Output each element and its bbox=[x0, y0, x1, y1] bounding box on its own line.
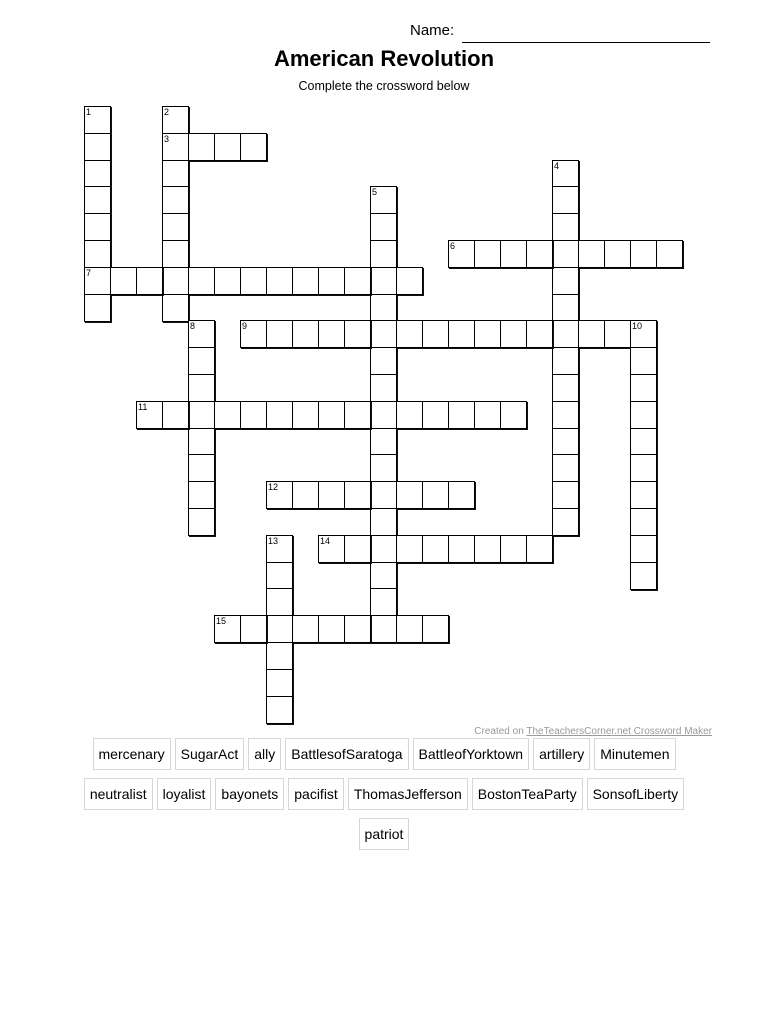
grid-cell[interactable] bbox=[318, 401, 345, 429]
grid-cell[interactable] bbox=[552, 481, 579, 509]
grid-cell[interactable] bbox=[448, 240, 475, 268]
grid-cell[interactable] bbox=[552, 508, 579, 536]
grid-cell[interactable] bbox=[370, 186, 397, 214]
grid-cell[interactable] bbox=[84, 133, 111, 161]
word-bank-item: Minutemen bbox=[594, 738, 675, 770]
grid-cell[interactable] bbox=[240, 615, 267, 643]
grid-cell[interactable] bbox=[266, 481, 293, 509]
grid-cell[interactable] bbox=[630, 508, 657, 536]
grid-cell[interactable] bbox=[344, 401, 371, 429]
grid-cell[interactable] bbox=[500, 401, 527, 429]
grid-cell[interactable] bbox=[630, 240, 657, 268]
grid-cell[interactable] bbox=[344, 535, 371, 563]
grid-cell[interactable] bbox=[240, 401, 267, 429]
clue-number: 7 bbox=[86, 267, 92, 278]
grid-cell[interactable] bbox=[188, 320, 215, 348]
grid-cell[interactable] bbox=[370, 374, 397, 402]
grid-cell[interactable] bbox=[84, 294, 111, 322]
name-label: Name: bbox=[410, 22, 455, 39]
clue-number: 13 bbox=[268, 535, 279, 546]
word-bank-item: pacifist bbox=[288, 778, 344, 810]
grid-cell[interactable] bbox=[214, 615, 241, 643]
grid-cell[interactable] bbox=[396, 535, 423, 563]
clue-number: 11 bbox=[138, 401, 148, 412]
word-bank-item: SonsofLiberty bbox=[587, 778, 685, 810]
word-bank bbox=[50, 738, 718, 858]
word-bank-item: mercenary bbox=[93, 738, 171, 770]
grid-cell[interactable] bbox=[344, 320, 371, 348]
grid-cell[interactable] bbox=[266, 642, 293, 670]
grid-cell[interactable] bbox=[266, 615, 293, 643]
clue-number: 14 bbox=[320, 535, 331, 546]
grid-cell[interactable] bbox=[266, 320, 293, 348]
grid-cell[interactable] bbox=[630, 454, 657, 482]
grid-cell[interactable] bbox=[344, 267, 371, 295]
grid-cell[interactable] bbox=[318, 615, 345, 643]
grid-cell[interactable] bbox=[188, 374, 215, 402]
clue-number: 2 bbox=[164, 107, 170, 117]
grid-cell[interactable] bbox=[370, 347, 397, 375]
grid-cell[interactable] bbox=[84, 267, 111, 295]
grid-cell[interactable] bbox=[422, 615, 449, 643]
grid-cell[interactable] bbox=[422, 401, 449, 429]
grid-cell[interactable] bbox=[188, 481, 215, 509]
grid-cell[interactable] bbox=[448, 481, 475, 509]
grid-cell[interactable] bbox=[552, 374, 579, 402]
word-bank-item: BostonTeaParty bbox=[472, 778, 583, 810]
grid-cell[interactable] bbox=[552, 186, 579, 214]
word-bank-row bbox=[50, 778, 718, 810]
grid-cell[interactable] bbox=[552, 401, 579, 429]
grid-cell[interactable] bbox=[630, 535, 657, 563]
grid-cell[interactable] bbox=[318, 320, 345, 348]
grid-cell[interactable] bbox=[474, 320, 501, 348]
grid-cell[interactable] bbox=[110, 267, 137, 295]
grid-cell[interactable] bbox=[526, 535, 553, 563]
grid-cell[interactable] bbox=[162, 240, 189, 268]
credit-line bbox=[474, 726, 712, 737]
word-bank-item: ThomasJefferson bbox=[348, 778, 468, 810]
grid-cell[interactable] bbox=[578, 240, 605, 268]
grid-cell[interactable] bbox=[188, 454, 215, 482]
grid-cell[interactable] bbox=[162, 160, 189, 188]
grid-cell[interactable] bbox=[552, 240, 579, 268]
clue-number: 10 bbox=[632, 321, 643, 332]
grid-cell[interactable] bbox=[448, 320, 475, 348]
clue-number: 3 bbox=[164, 133, 170, 144]
grid-cell[interactable] bbox=[630, 401, 657, 429]
word-bank-row bbox=[50, 818, 718, 850]
grid-cell[interactable] bbox=[422, 320, 449, 348]
grid-cell[interactable] bbox=[84, 240, 111, 268]
grid-cell[interactable] bbox=[266, 401, 293, 429]
grid-cell[interactable] bbox=[240, 133, 267, 161]
clue-number: 15 bbox=[216, 616, 227, 627]
grid-cell[interactable] bbox=[84, 106, 111, 134]
grid-cell[interactable] bbox=[162, 213, 189, 241]
word-bank-item: ally bbox=[248, 738, 281, 770]
clue-number: 6 bbox=[450, 241, 456, 251]
grid-cell[interactable] bbox=[318, 481, 345, 509]
grid-cell[interactable] bbox=[500, 240, 527, 268]
grid-cell[interactable] bbox=[318, 267, 345, 295]
grid-cell[interactable] bbox=[240, 320, 267, 348]
grid-cell[interactable] bbox=[370, 428, 397, 456]
word-bank-item: bayonets bbox=[215, 778, 284, 810]
credit-link[interactable]: TheTeachersCorner.net Crossword Maker bbox=[526, 726, 712, 737]
grid-cell[interactable] bbox=[630, 320, 657, 348]
grid-cell[interactable] bbox=[552, 213, 579, 241]
grid-cell[interactable] bbox=[266, 267, 293, 295]
grid-cell[interactable] bbox=[370, 562, 397, 590]
clue-number: 5 bbox=[372, 187, 378, 198]
clue-number: 8 bbox=[190, 321, 196, 332]
grid-cell[interactable] bbox=[474, 535, 501, 563]
grid-cell[interactable] bbox=[344, 481, 371, 509]
grid-cell[interactable] bbox=[630, 374, 657, 402]
grid-cell[interactable] bbox=[370, 401, 397, 429]
page-title: American Revolution bbox=[273, 46, 495, 71]
grid-cell[interactable] bbox=[84, 213, 111, 241]
grid-cell[interactable] bbox=[552, 267, 579, 295]
grid-cell[interactable] bbox=[630, 481, 657, 509]
grid-cell[interactable] bbox=[84, 160, 111, 188]
grid-cell[interactable] bbox=[396, 401, 423, 429]
grid-cell[interactable] bbox=[422, 481, 449, 509]
grid-cell[interactable] bbox=[292, 267, 319, 295]
grid-cell[interactable] bbox=[162, 294, 189, 322]
grid-cell[interactable] bbox=[136, 401, 163, 429]
grid-cell[interactable] bbox=[318, 535, 345, 563]
grid-cell[interactable] bbox=[344, 615, 371, 643]
grid-cell[interactable] bbox=[188, 401, 215, 429]
grid-cell[interactable] bbox=[370, 588, 397, 616]
grid-cell[interactable] bbox=[370, 454, 397, 482]
grid-cell[interactable] bbox=[552, 160, 579, 188]
grid-cell[interactable] bbox=[136, 267, 163, 295]
grid-cell[interactable] bbox=[214, 133, 241, 161]
grid-cell[interactable] bbox=[552, 454, 579, 482]
grid-cell[interactable] bbox=[292, 401, 319, 429]
grid-cell[interactable] bbox=[604, 240, 631, 268]
grid-cell[interactable] bbox=[500, 535, 527, 563]
clue-number: 9 bbox=[242, 321, 248, 332]
word-bank-item: BattlesofSaratoga bbox=[285, 738, 408, 770]
grid-cell[interactable] bbox=[370, 320, 397, 348]
grid-cell[interactable] bbox=[370, 615, 397, 643]
grid-cell[interactable] bbox=[370, 481, 397, 509]
grid-cell[interactable] bbox=[266, 588, 293, 616]
grid-cell[interactable] bbox=[474, 240, 501, 268]
grid-cell[interactable] bbox=[370, 508, 397, 536]
grid-cell[interactable] bbox=[188, 508, 215, 536]
grid-cell[interactable] bbox=[552, 320, 579, 348]
grid-cell[interactable] bbox=[448, 535, 475, 563]
clue-number: 1 bbox=[86, 107, 92, 117]
grid-cell[interactable] bbox=[370, 213, 397, 241]
grid-cell[interactable] bbox=[240, 267, 267, 295]
word-bank-item: BattleofYorktown bbox=[413, 738, 530, 770]
grid-cell[interactable] bbox=[396, 615, 423, 643]
grid-cell[interactable] bbox=[292, 615, 319, 643]
grid-cell[interactable] bbox=[292, 320, 319, 348]
clue-number: 12 bbox=[268, 482, 279, 493]
grid-cell[interactable] bbox=[396, 267, 423, 295]
grid-cell[interactable] bbox=[500, 320, 527, 348]
grid-cell[interactable] bbox=[604, 320, 631, 348]
grid-cell[interactable] bbox=[266, 535, 293, 563]
word-bank-item: loyalist bbox=[157, 778, 212, 810]
grid-cell[interactable] bbox=[214, 401, 241, 429]
grid-cell[interactable] bbox=[630, 562, 657, 590]
grid-cell[interactable] bbox=[422, 535, 449, 563]
page-subtitle: Complete the crossword below bbox=[298, 79, 470, 93]
grid-cell[interactable] bbox=[162, 186, 189, 214]
grid-cell[interactable] bbox=[630, 428, 657, 456]
grid-cell[interactable] bbox=[552, 428, 579, 456]
grid-cell[interactable] bbox=[188, 267, 215, 295]
grid-cell[interactable] bbox=[266, 696, 293, 724]
grid-cell[interactable] bbox=[188, 133, 215, 161]
grid-cell[interactable] bbox=[266, 669, 293, 697]
grid-cell[interactable] bbox=[188, 347, 215, 375]
word-bank-item: patriot bbox=[359, 818, 410, 850]
word-bank-item: artillery bbox=[533, 738, 590, 770]
grid-cell[interactable] bbox=[656, 240, 683, 268]
grid-cell[interactable] bbox=[370, 294, 397, 322]
grid-cell[interactable] bbox=[370, 240, 397, 268]
grid-cell[interactable] bbox=[162, 133, 189, 161]
grid-cell[interactable] bbox=[370, 267, 397, 295]
grid-cell[interactable] bbox=[162, 401, 189, 429]
grid-cell[interactable] bbox=[448, 401, 475, 429]
word-bank-row bbox=[50, 738, 718, 770]
grid-cell[interactable] bbox=[214, 267, 241, 295]
grid-cell[interactable] bbox=[630, 347, 657, 375]
word-bank-item: neutralist bbox=[84, 778, 153, 810]
grid-cell[interactable] bbox=[292, 481, 319, 509]
word-bank-item: SugarAct bbox=[175, 738, 245, 770]
clue-number: 4 bbox=[554, 160, 560, 171]
credit-prefix: Created on bbox=[474, 726, 527, 737]
grid-cell[interactable] bbox=[162, 267, 189, 295]
grid-cell[interactable] bbox=[526, 320, 553, 348]
grid-cell[interactable] bbox=[84, 186, 111, 214]
grid-cell[interactable] bbox=[552, 294, 579, 322]
grid-cell[interactable] bbox=[526, 240, 553, 268]
grid-cell[interactable] bbox=[396, 320, 423, 348]
grid-cell[interactable] bbox=[474, 401, 501, 429]
grid-cell[interactable] bbox=[552, 347, 579, 375]
grid-cell[interactable] bbox=[162, 106, 189, 134]
grid-cell[interactable] bbox=[188, 428, 215, 456]
grid-cell[interactable] bbox=[370, 535, 397, 563]
grid-cell[interactable] bbox=[396, 481, 423, 509]
grid-cell[interactable] bbox=[578, 320, 605, 348]
grid-cell[interactable] bbox=[266, 562, 293, 590]
